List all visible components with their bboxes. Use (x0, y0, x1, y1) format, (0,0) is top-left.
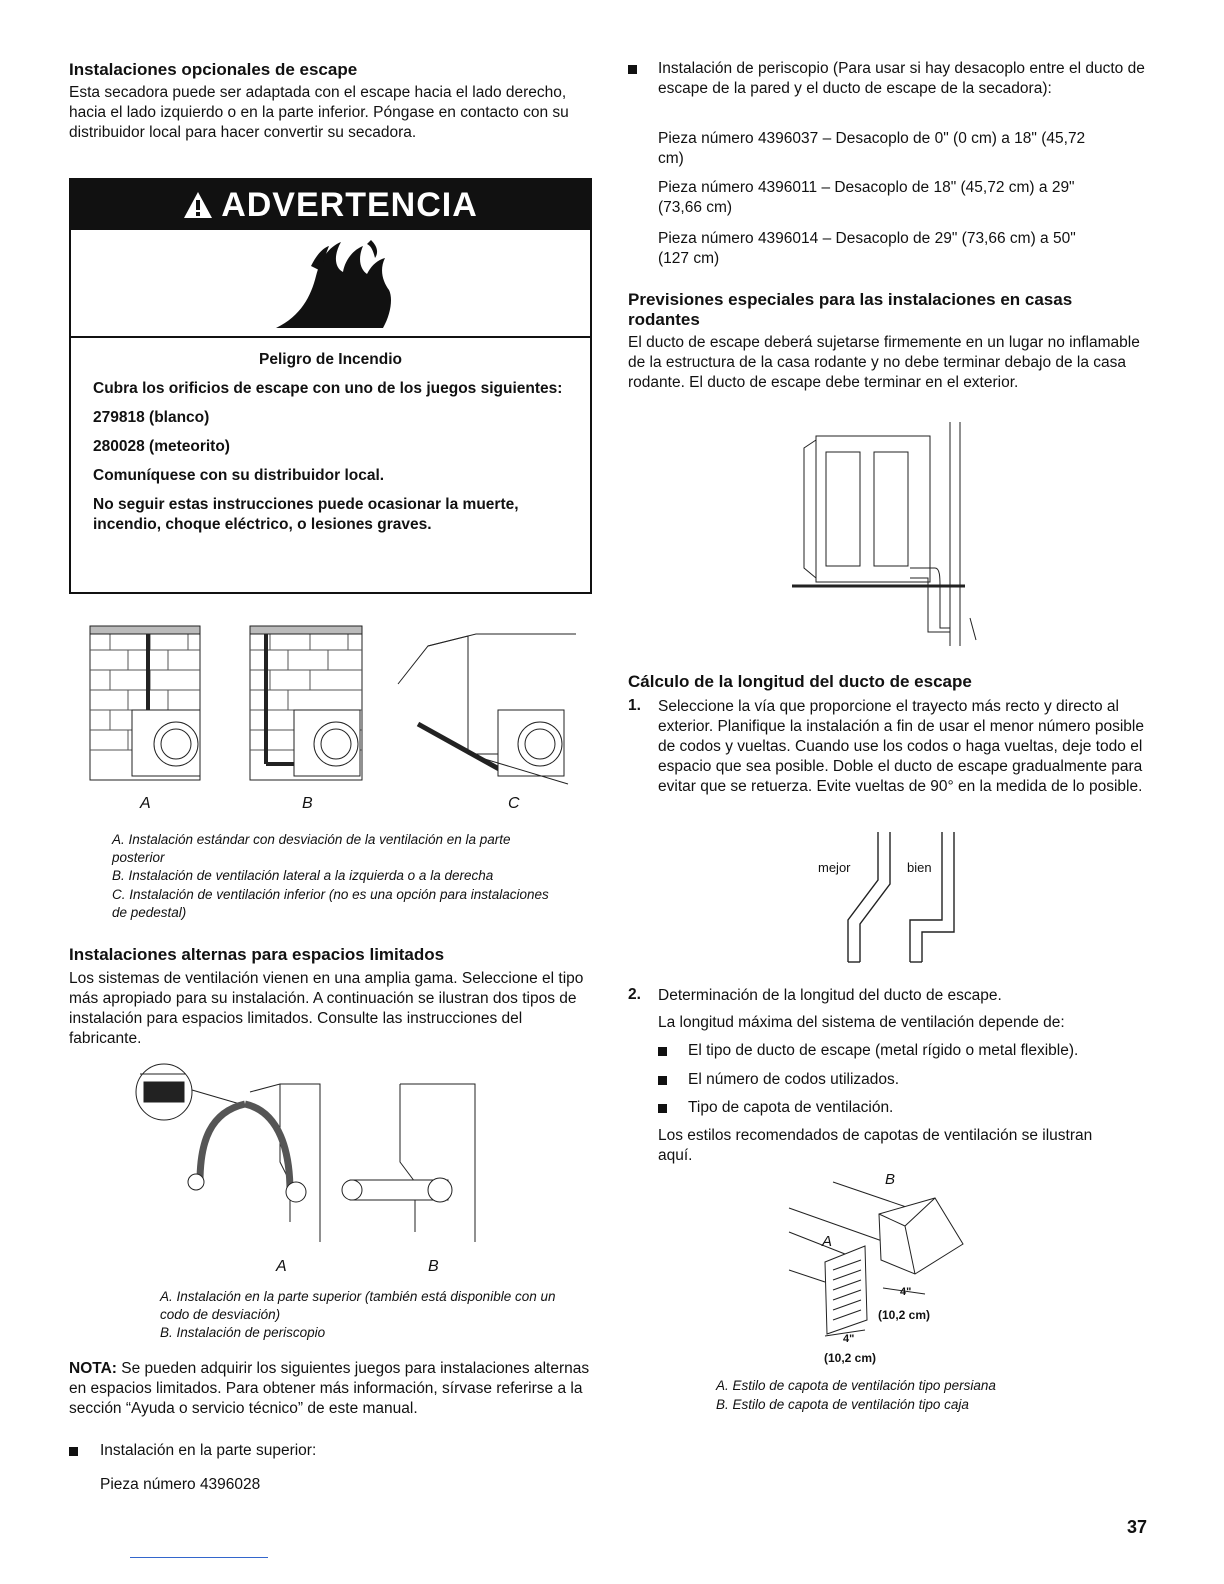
hood-label-a: A (822, 1233, 833, 1250)
page-number: 37 (1127, 1517, 1148, 1537)
limited-spaces-paragraph: Los sistemas de ventilación vienen en una amplia gama. Seleccione el tipo más apropiado para su instalación. A continuación se ilustran dos tipos de instalación para espacios limitados. Consulte las instrucciones del fabricante. (69, 970, 584, 1047)
section-title-limited-spaces: Instalaciones alternas para espacios limitados (69, 945, 445, 964)
warning-line-4: Comuníquese con su distribuidor local. (93, 467, 385, 484)
warning-line-3: 280028 (meteorito) (93, 438, 230, 455)
bullet-periscope: Instalación de periscopio (Para usar si hay desacoplo entre el ducto de escape de la pared y el ducto de escape de la secadora): (658, 60, 1145, 97)
bullet-icon (658, 1076, 667, 1085)
step-2-after: Los estilos recomendados de capotas de ventilación se ilustran aquí. (658, 1127, 1093, 1164)
bullet-icon (69, 1447, 78, 1456)
warning-line-1: Cubra los orificios de escape con uno de los juegos siguientes: (93, 380, 563, 397)
hood-dim-b-inches: 4" (900, 1286, 912, 1298)
fig1-label-b: B (302, 795, 313, 812)
hood-caption-a: A. Estilo de capota de ventilación tipo persiana (716, 1378, 996, 1393)
fig1-caption-c: C. Instalación de ventilación inferior (no es una opción para instalaciones de pedestal) (112, 887, 549, 920)
optional-exhaust-paragraph: Esta secadora puede ser adaptada con el escape hacia el lado derecho, hacia el lado izquierdo o en la parte inferior. Póngase en contacto con su distribuidor local para hacer convertir su secadora. (69, 84, 569, 141)
fig2-label-b: B (428, 1258, 439, 1275)
fig2-label-a: A (276, 1258, 287, 1275)
step-2-subtext: La longitud máxima del sistema de ventilación depende de: (658, 1014, 1065, 1031)
mobile-home-diagram (790, 418, 990, 650)
footer-divider (130, 1557, 268, 1558)
step-1-text: Seleccione la vía que proporcione el trayecto más recto y directo al exterior. Planifique la instalación a fin de usar el menor número posible de codos y vueltas. Cuando use los codos o haga vueltas, deje todo el espacio que sea posible. Doble el ducto de escape gradualmente para evitar que se retuerza. Evite vueltas de 90° en la medida de lo posible. (658, 698, 1144, 795)
warning-header (71, 180, 590, 230)
warning-triangle-icon (183, 191, 213, 219)
step-2-bullet-3: Tipo de capota de ventilación. (688, 1099, 894, 1116)
hood-caption-b: B. Estilo de capota de ventilación tipo caja (716, 1397, 969, 1412)
mobile-homes-paragraph: El ducto de escape deberá sujetarse firmemente en un lugar no inflamable de la estructura de la casa rodante y no debe terminar debajo de la casa rodante. El ducto de escape debe terminar en el exterior. (628, 334, 1140, 391)
bullet-icon (658, 1047, 667, 1056)
fire-icon (271, 236, 401, 332)
elbow-label-better: mejor (818, 860, 851, 875)
fig1-caption-a: A. Instalación estándar con desviación de la ventilación en la parte posterior (112, 832, 511, 865)
note-paragraph (69, 1359, 594, 1419)
fig1-caption-b: B. Instalación de ventilación lateral a la izquierda o a la derecha (112, 868, 494, 883)
hood-dim-a-cm: (10,2 cm) (824, 1351, 877, 1365)
elbow-comparison-diagram (820, 828, 970, 968)
hood-dim-b-cm: (10,2 cm) (878, 1308, 931, 1322)
warning-box (69, 178, 592, 594)
part-2: Pieza número 4396011 – Desacoplo de 18" (45,72 cm) a 29" (73,66 cm) (658, 179, 1075, 216)
warning-title: ADVERTENCIA (221, 185, 478, 224)
note-label: NOTA: (69, 1360, 117, 1377)
venting-options-illustration (88, 624, 578, 794)
bullet-icon (658, 1104, 667, 1113)
part-1: Pieza número 4396037 – Desacoplo de 0" (0 cm) a 18" (45,72 cm) (658, 130, 1086, 167)
step-2-bullet-1: El tipo de ducto de escape (metal rígido o metal flexible). (688, 1042, 1079, 1059)
step-1-number: 1. (628, 697, 641, 714)
step-2-number: 2. (628, 986, 641, 1003)
warning-line-5: No seguir estas instrucciones puede ocasionar la muerte, incendio, choque eléctrico, o lesiones graves. (93, 496, 519, 533)
section-title-duct-length: Cálculo de la longitud del ducto de escape (628, 672, 972, 691)
section-title-optional-exhaust: Instalaciones opcionales de escape (69, 60, 358, 79)
fig2-caption-a: A. Instalación en la parte superior (también está disponible con un codo de desviación) (160, 1289, 556, 1322)
fire-symbol (71, 230, 590, 338)
fig1-label-c: C (508, 795, 520, 812)
limited-space-installations-illustration (130, 1062, 480, 1252)
vent-hood-diagram (785, 1170, 975, 1360)
fig1-label-a: A (140, 795, 151, 812)
section-title-mobile-homes: Previsiones especiales para las instalaciones en casas rodantes (628, 290, 1073, 329)
step-2-bullet-2: El número de codos utilizados. (688, 1071, 900, 1088)
step-2-text: Determinación de la longitud del ducto de escape. (658, 987, 1002, 1004)
top-installation-part: Pieza número 4396028 (100, 1476, 261, 1493)
fig2-caption-b: B. Instalación de periscopio (160, 1325, 326, 1340)
hood-dim-a-inches: 4" (843, 1333, 855, 1345)
warning-heading: Peligro de Incendio (259, 351, 402, 368)
part-3: Pieza número 4396014 – Desacoplo de 29" (73,66 cm) a 50" (127 cm) (658, 230, 1076, 267)
bullet-icon (628, 65, 637, 74)
bullet-top-installation: Instalación en la parte superior: (100, 1442, 317, 1459)
note-text: Se pueden adquirir los siguientes juegos para instalaciones alternas en espacios limitados. Para obtener más información, sírvase referirse a la sección “Ayuda o servicio técnico” de este manual. (69, 1360, 590, 1417)
warning-line-2: 279818 (blanco) (93, 409, 210, 426)
elbow-label-good: bien (907, 860, 932, 875)
hood-label-b: B (885, 1171, 896, 1188)
